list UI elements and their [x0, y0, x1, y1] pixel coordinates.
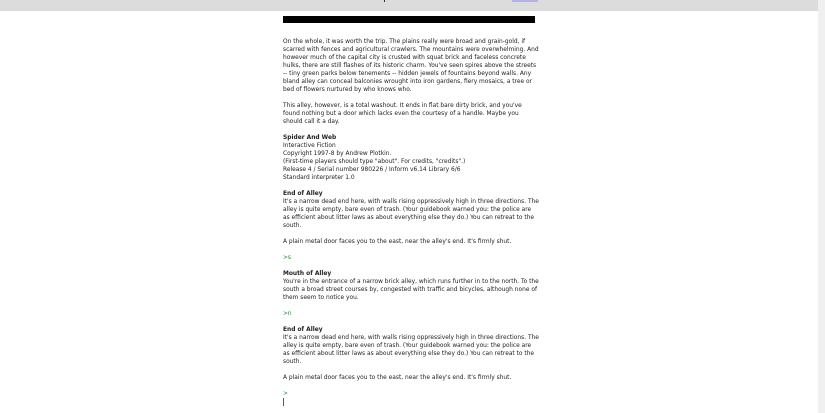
text-cursor[interactable] — [283, 398, 284, 406]
banner-line: Standard interpreter 1.0 — [283, 175, 355, 181]
command-prompt[interactable] — [283, 390, 539, 406]
room-block — [283, 270, 539, 302]
status-location: End of Alley — [296, 23, 340, 30]
room-name: End of Alley — [283, 327, 323, 333]
game-title: Spider And Web — [283, 135, 337, 141]
player-command: >n — [283, 311, 292, 317]
room-block — [283, 326, 539, 366]
banner-line: (First-time players should type "about". For credits, "credits".) — [283, 159, 466, 165]
status-bar — [283, 16, 535, 30]
prompt-symbol: > — [283, 391, 288, 397]
room-name: Mouth of Alley — [283, 271, 332, 277]
intro-paragraph: This alley, however, is a total washout. It ends in flat bare dirty brick, and you've found nothing but a door which lacks even the courtesy of a handle. Maybe you should call it a day. — [283, 103, 522, 125]
top-bar-link[interactable] — [512, 0, 538, 2]
room-object-text: A plain metal door faces you to the east, near the alley's end. It's firmly shut. — [283, 239, 512, 245]
top-bar — [0, 0, 818, 11]
player-command: >s — [283, 255, 292, 261]
room-block — [283, 190, 539, 230]
scrollbar[interactable] — [818, 0, 825, 413]
banner-line: Copyright 1997-8 by Andrew Plotkin. — [283, 151, 392, 157]
top-bar-marker — [384, 0, 385, 2]
room-description: It's a narrow dead end here, with walls rising oppressively high in three directions. The alley is quite empty, bare even of trash. (Your guidebook warned you: the police are as efficient about litter laws as about everything else they do.) You can retreat to the south. — [283, 335, 539, 365]
room-object-text: A plain metal door faces you to the east, near the alley's end. It's firmly shut. — [283, 375, 512, 381]
banner-line: Interactive Fiction — [283, 143, 336, 149]
intro-paragraph: On the whole, it was worth the trip. The plains really were broad and grain-gold, if scarred with fences and agricultural crawlers. The mountains were overwhelming. And however much of the capital city is crusted with squat brick and faceless concrete hulks, there are still flashes of its historic charm. You've seen spires above the streets -- tiny green parks below tenements -- hidden jewels of fountains beyond walls. Any bland alley can conceal balconies wrought into iron gardens, fiery mosaics, a tree or bed of flowers nurtured by who knows who. — [283, 39, 539, 93]
game-banner — [283, 134, 539, 182]
room-description: It's a narrow dead end here, with walls rising oppressively high in three directions. The alley is quite empty, bare even of trash. (Your guidebook warned you: the police are as efficient about litter laws as about everything else they do.) You can retreat to the south. — [283, 199, 539, 229]
room-name: End of Alley — [283, 191, 323, 197]
banner-line: Release 4 / Serial number 980226 / Inform v6.14 Library 6/6 — [283, 167, 461, 173]
room-description: You're in the entrance of a narrow brick alley, which runs further in to the north. To the south a broad street courses by, congested with traffic and bicycles, although none of them seem to notice you. — [283, 279, 539, 301]
story-window — [283, 38, 539, 406]
